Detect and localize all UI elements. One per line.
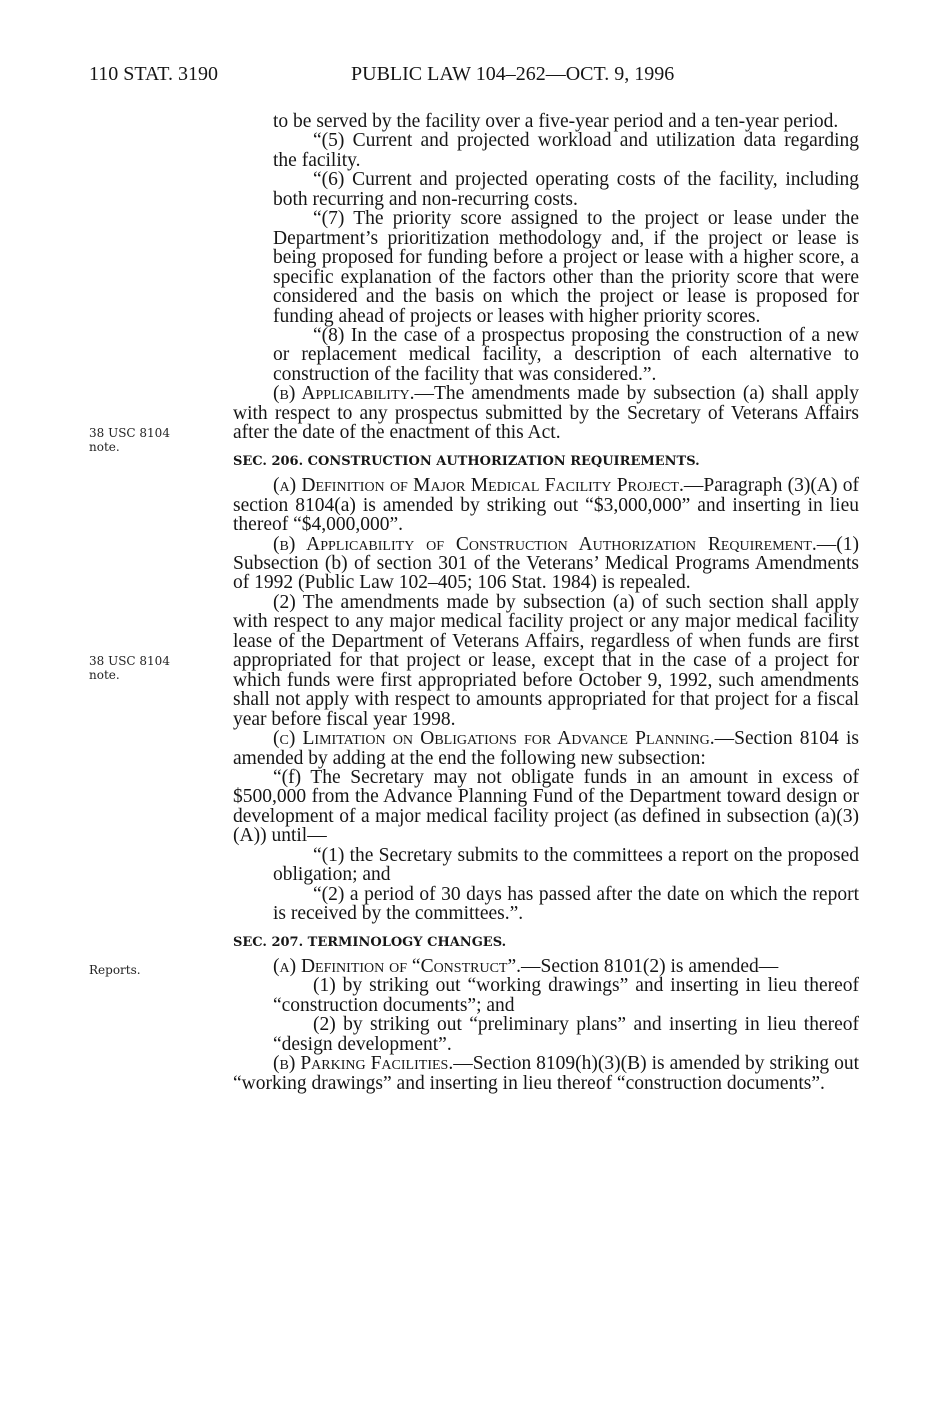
subsection-heading: (b) Applicability of Construction Authorization Requirement. [273,533,817,555]
margin-note-38usc-1: 38 USC 8104 note. [89,426,170,454]
statute-citation: 110 STAT. 3190 [89,63,218,85]
margin-note-reports: Reports. [89,963,141,977]
margin-note-38usc-2: 38 USC 8104 note. [89,654,170,682]
section-206-heading: SEC. 206. CONSTRUCTION AUTHORIZATION REQUIREMENTS. [233,453,700,469]
paragraph-construct-2: (2) by striking out “preliminary plans” and inserting in lieu thereof “design development”. [273,1014,859,1055]
subsection-heading: (a) Definition of “Construct”. [273,956,521,978]
paragraph-item-8: “(8) In the case of a prospectus proposing the construction of a new or replacement medical facility, a description of each alternative to construction of the facility that was considered.”. [273,324,859,385]
paragraph-definition-mmfp: (a) Definition of Major Medical Facility Project.—Paragraph (3)(A) of section 8104(a) is amended by striking out “$3,000,000” and inserting in lieu thereof “$4,000,000”. [233,475,859,536]
subsection-heading: (a) Definition of Major Medical Facility Project. [273,475,684,497]
paragraph-continuation: to be served by the facility over a five-year period and a ten-year period. [273,111,839,132]
paragraph-definition-construct: (a) Definition of “Construct”.—Section 8101(2) is amended— [273,956,779,978]
paragraph-construct-1: (1) by striking out “working drawings” and inserting in lieu thereof “construction documents”; and [273,975,859,1016]
paragraph-item-7: “(7) The priority score assigned to the project or lease under the Department’s prioritization methodology and, if the project or lease is being proposed for funding before a project or lease with a higher score, a specific explanation of the factors other than the priority score that were considered and the basis on which the project or lease is proposed for funding ahead of projects or leases with higher priority scores. [273,208,859,327]
paragraph-item-6: “(6) Current and projected operating costs of the facility, including both recurring and non-recurring costs. [273,169,859,210]
section-207-heading: SEC. 207. TERMINOLOGY CHANGES. [233,934,507,950]
paragraph-applicability-construction: (b) Applicability of Construction Authorization Requirement.—(1) Subsection (b) of section 301 of the Veterans’ Medical Programs Amendments of 1992 (Public Law 102–405; 106 Stat. 1984) is repealed. [233,533,859,594]
paragraph-amendments-apply: (2) The amendments made by subsection (a) of such section shall apply with respect to any major medical facility project or any major medical facility lease of the Department of Veterans Affairs, regardless of when funds are first appropriated for that project or lease, except that in the case of a project for which funds were first appropriated before October 9, 1992, such amendments shall not apply with respect to amounts appropriated for that project for a fiscal year before fiscal year 1998. [233,591,859,730]
paragraph-parking-facilities: (b) Parking Facilities.—Section 8109(h)(3)(B) is amended by striking out “working drawings” and inserting in lieu thereof “construction documents”. [233,1053,859,1094]
subsection-heading: (b) Parking Facilities. [273,1053,454,1075]
public-law-title: PUBLIC LAW 104–262—OCT. 9, 1996 [351,63,675,85]
paragraph-f-2: “(2) a period of 30 days has passed after the date on which the report is received by the committees.”. [273,883,859,925]
paragraph-item-5: “(5) Current and projected workload and utilization data regarding the facility. [273,130,859,171]
subsection-heading: (c) Limitation on Obligations for Advance Planning. [273,728,715,750]
document-body [233,112,859,1093]
subsection-heading: (b) Applicability. [273,383,415,405]
paragraph-applicability: (b) Applicability.—The amendments made by subsection (a) shall apply with respect to any prospectus submitted by the Secretary of Veterans Affairs after the date of the enactment of this Act. [233,383,859,444]
paragraph-f-1: “(1) the Secretary submits to the committees a report on the proposed obligation; and [273,844,859,886]
paragraph-limitation-obligations: (c) Limitation on Obligations for Advance Planning.—Section 8104 is amended by adding at the end the following new subsection: [233,728,859,769]
paragraph-subsection-f: “(f) The Secretary may not obligate funds in an amount in excess of $500,000 from the Advance Planning Fund of the Department toward design or development of a major medical facility project (as defined in subsection (a)(3)(A)) until— [233,766,859,847]
